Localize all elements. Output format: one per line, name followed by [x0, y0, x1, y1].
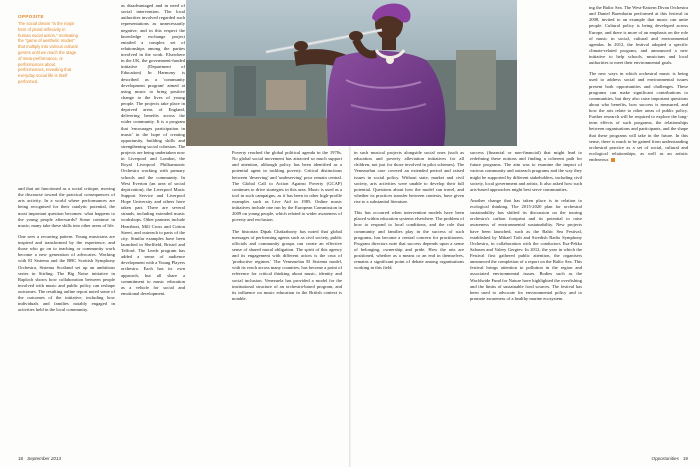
paragraph: in such musical projects alongside social ones (such as education and poverty alleviation initiatives for all children, not just for those involved in pilot schemes). The Venezuelan case covered an extended period and raised issues in social policy. Without state, market and civil society, arts activities were unable to develop their full potential. Questions about how the model can travel, and whether its practices transfer between contexts, have given rise to a substantial literature.: [354, 150, 464, 204]
page-number-right: 19: [682, 456, 688, 461]
caption-heading: OPPOSITE: [18, 14, 44, 19]
paragraph: The historian Dipak Chakraborty has noted that global messages of performing agents such as civil society, public officials and community groups can create an effective sense of shared moral obligation. The spirit of this agency and its engagement with different actors is the crux of 'productive regimes.' The Venezuelan El Sistema model, with its reach across many countries, has become a point of reference for critical thinking about music, identity and social inclusion. Venezuela has provided a model for the institutional structure of an orchestra-based program, and its influence on music education in the British context is notable.: [232, 228, 342, 301]
paragraph: [589, 71, 688, 163]
photo-caption: [18, 14, 78, 85]
page-number-left: 18: [18, 456, 24, 461]
body-column-1: [18, 186, 115, 314]
issue-date: September 2013: [27, 456, 62, 461]
paragraph: One sees a recurring pattern. Young musicians are inspired and transformed by the experience, and those who go on to teaching or community work become a new generation of advocates. Working with El Sistema and the BBC Scottish Symphony Orchestra, Sistema Scotland set up an ambitious series in Stirling. The Big Noise initiative in Raploch shows how collaboration between people involved with music and public policy can reshape outcomes. The resulting online report noted some of the outcomes of the initiative, including how individuals and families notably engaged in activities held in the local community.: [18, 233, 115, 313]
folio-right: [652, 456, 688, 461]
paragraph: ing the Baltic Sea. The West-Eastern Divan Orchestra and Daniel Barenboim performed at this festival in 2008, invited to an example that music can unite people. Cultural policy is being developed across Europe, and there is more of an emphasis on the role of music in social, cultural and environmental agendas. In 2012, the festival adopted a specific climate-related program, and announced a new initiative to help schools, musicians and local authorities to meet their environmental goals.: [589, 5, 688, 66]
folio-left: [18, 456, 61, 461]
paragraph-text: The new ways in which orchestral music is being used to address social and environmental issues present both opportunities and challenges. These programs can make significant contributions to communities, but they also raise important questions about who benefits, how success is measured, and how the arts relate to other areas of public policy. Further research will be required to explore the long-term effects of such programs, the relationships between organisations and participants, and the shape that these programs will take in the future. In this sense, there is much to be gained from understanding orchestral practice as a set of social, cultural and ecological relationships, as well as an artistic endeavour.: [589, 71, 688, 162]
end-of-article-mark: [611, 158, 615, 162]
paragraph: This has occurred when intervention models have been placed within education systems elsewhere. The problem of how to respond to local conditions, and the role that community and families play in the success of such programs, has become a central concern for practitioners. Program directors note that success depends upon a sense of belonging, ownership and pride. How the arts are positioned, whether as a means or an end in themselves, remains a significant point of debate among organisations working in this field.: [354, 210, 464, 271]
body-column-4: [354, 150, 464, 271]
flutist-photo: [186, 0, 517, 146]
body-column-3: [232, 150, 342, 302]
paragraph: Another change that has taken place is in relation to ecological thinking. The 2015-2020 plan for orchestral sustainability has shifted its discussion on the touring orchestra's carbon footprint and its potential to raise awareness of environmental sustainability. New projects have been launched, such as the Baltic Sea Festival, established by Mikael Toth and Swedish Radio Symphony Orchestra, in collaboration with the conductors Esa-Pekka Salonen and Valery Gergiev. In 2012, the year in which the Festival first gathered public attention, the organisers announced the completion of a report on the Baltic Sea. This festival brings attention to pollution in the region and associated environmental issues. Bodies such as the Worldwide Fund for Nature have highlighted the overfishing and the limits of sustainable food sources. The festival has been used to advocate for environmental policy and to promote awareness of a healthy marine ecosystem.: [470, 197, 582, 301]
section-label: Opportunities: [651, 456, 679, 461]
body-column-2: [121, 3, 185, 453]
paragraph: and that art functioned as a social critique, moving the discourse toward the practical consequences of arts activity. In a world where performances are being recognised for their catalytic potential, the most important question becomes: what happens to the young people afterwards? Some continue in music; many take these skills into other areas of life.: [18, 186, 115, 228]
caption-text: The social dream "is the major form of plural reflexivity in human social action," motivating the "game of aesthetic modes" that multiply into various cultural genres until we reach the stage of meta-performance, or performances about performances, revealing that everyday social life is itself performed.: [18, 21, 78, 84]
body-column-5: [470, 150, 582, 302]
body-column-6: [589, 5, 688, 163]
paragraph: Poverty reached the global political agenda in the 1970s. No global social movement has attracted so much support and attention, although policy has been identified as a potential agent in tackling poverty. Critical distinctions between 'deserving' and 'undeserving' poor remain central. The Global Call to Action Against Poverty (GCAP) continues to drive strategies in this area. Music is used as a tool in such campaigns, as it has been in other high-profile examples such as Live Aid in 1985. Online music initiatives include one run by the European Commission in 2009 on young people, which related to wider awareness of poverty and exclusion.: [232, 150, 342, 223]
paragraph: success (financial or non-financial) that might lead to redefining these notions and finding a coherent path for future programs. The aim was to examine the impact of various community and outreach programs and the way they might be supported by different stakeholders, including civil society, local government and artists. It also asked how such arts-based approaches might best serve communities.: [470, 150, 582, 192]
paragraph: as disadvantaged and in need of social intervention. The local authorities involved regarded such representations as unnecessarily negative, and in this respect the knowledge exchange project entailed a complex set of relationships among the parties involved in the work. Elsewhere in the UK, the government-funded initiative (Department of Education) In Harmony is described as a 'community development program' aimed at using music to bring positive change to the lives of young people. The projects take place in deprived areas of England, delivering benefits across the wider community. It is a program that 'encourages participation in music' in the hope of creating opportunity, building skills and strengthening social cohesion. The projects are being undertaken now in Liverpool and London, the Royal Liverpool Philharmonic Orchestra working with primary schools and the community. In West Everton (an area of social deprivation), the Liverpool Music Support Service and Liverpool Hope University and others have taken part. There are several strands, including extended music workshops. Other partners include Heartbeat, Mill Cross and Cotton Street, and outreach to parts of the city. Similar examples have been launched in Sheffield, Bristol and Telford. The Leeds program has added a sense of audience development with a Young Players orchestra. Each has its own approach, but all share a commitment to music education as a vehicle for social and emotional development.: [121, 3, 185, 296]
